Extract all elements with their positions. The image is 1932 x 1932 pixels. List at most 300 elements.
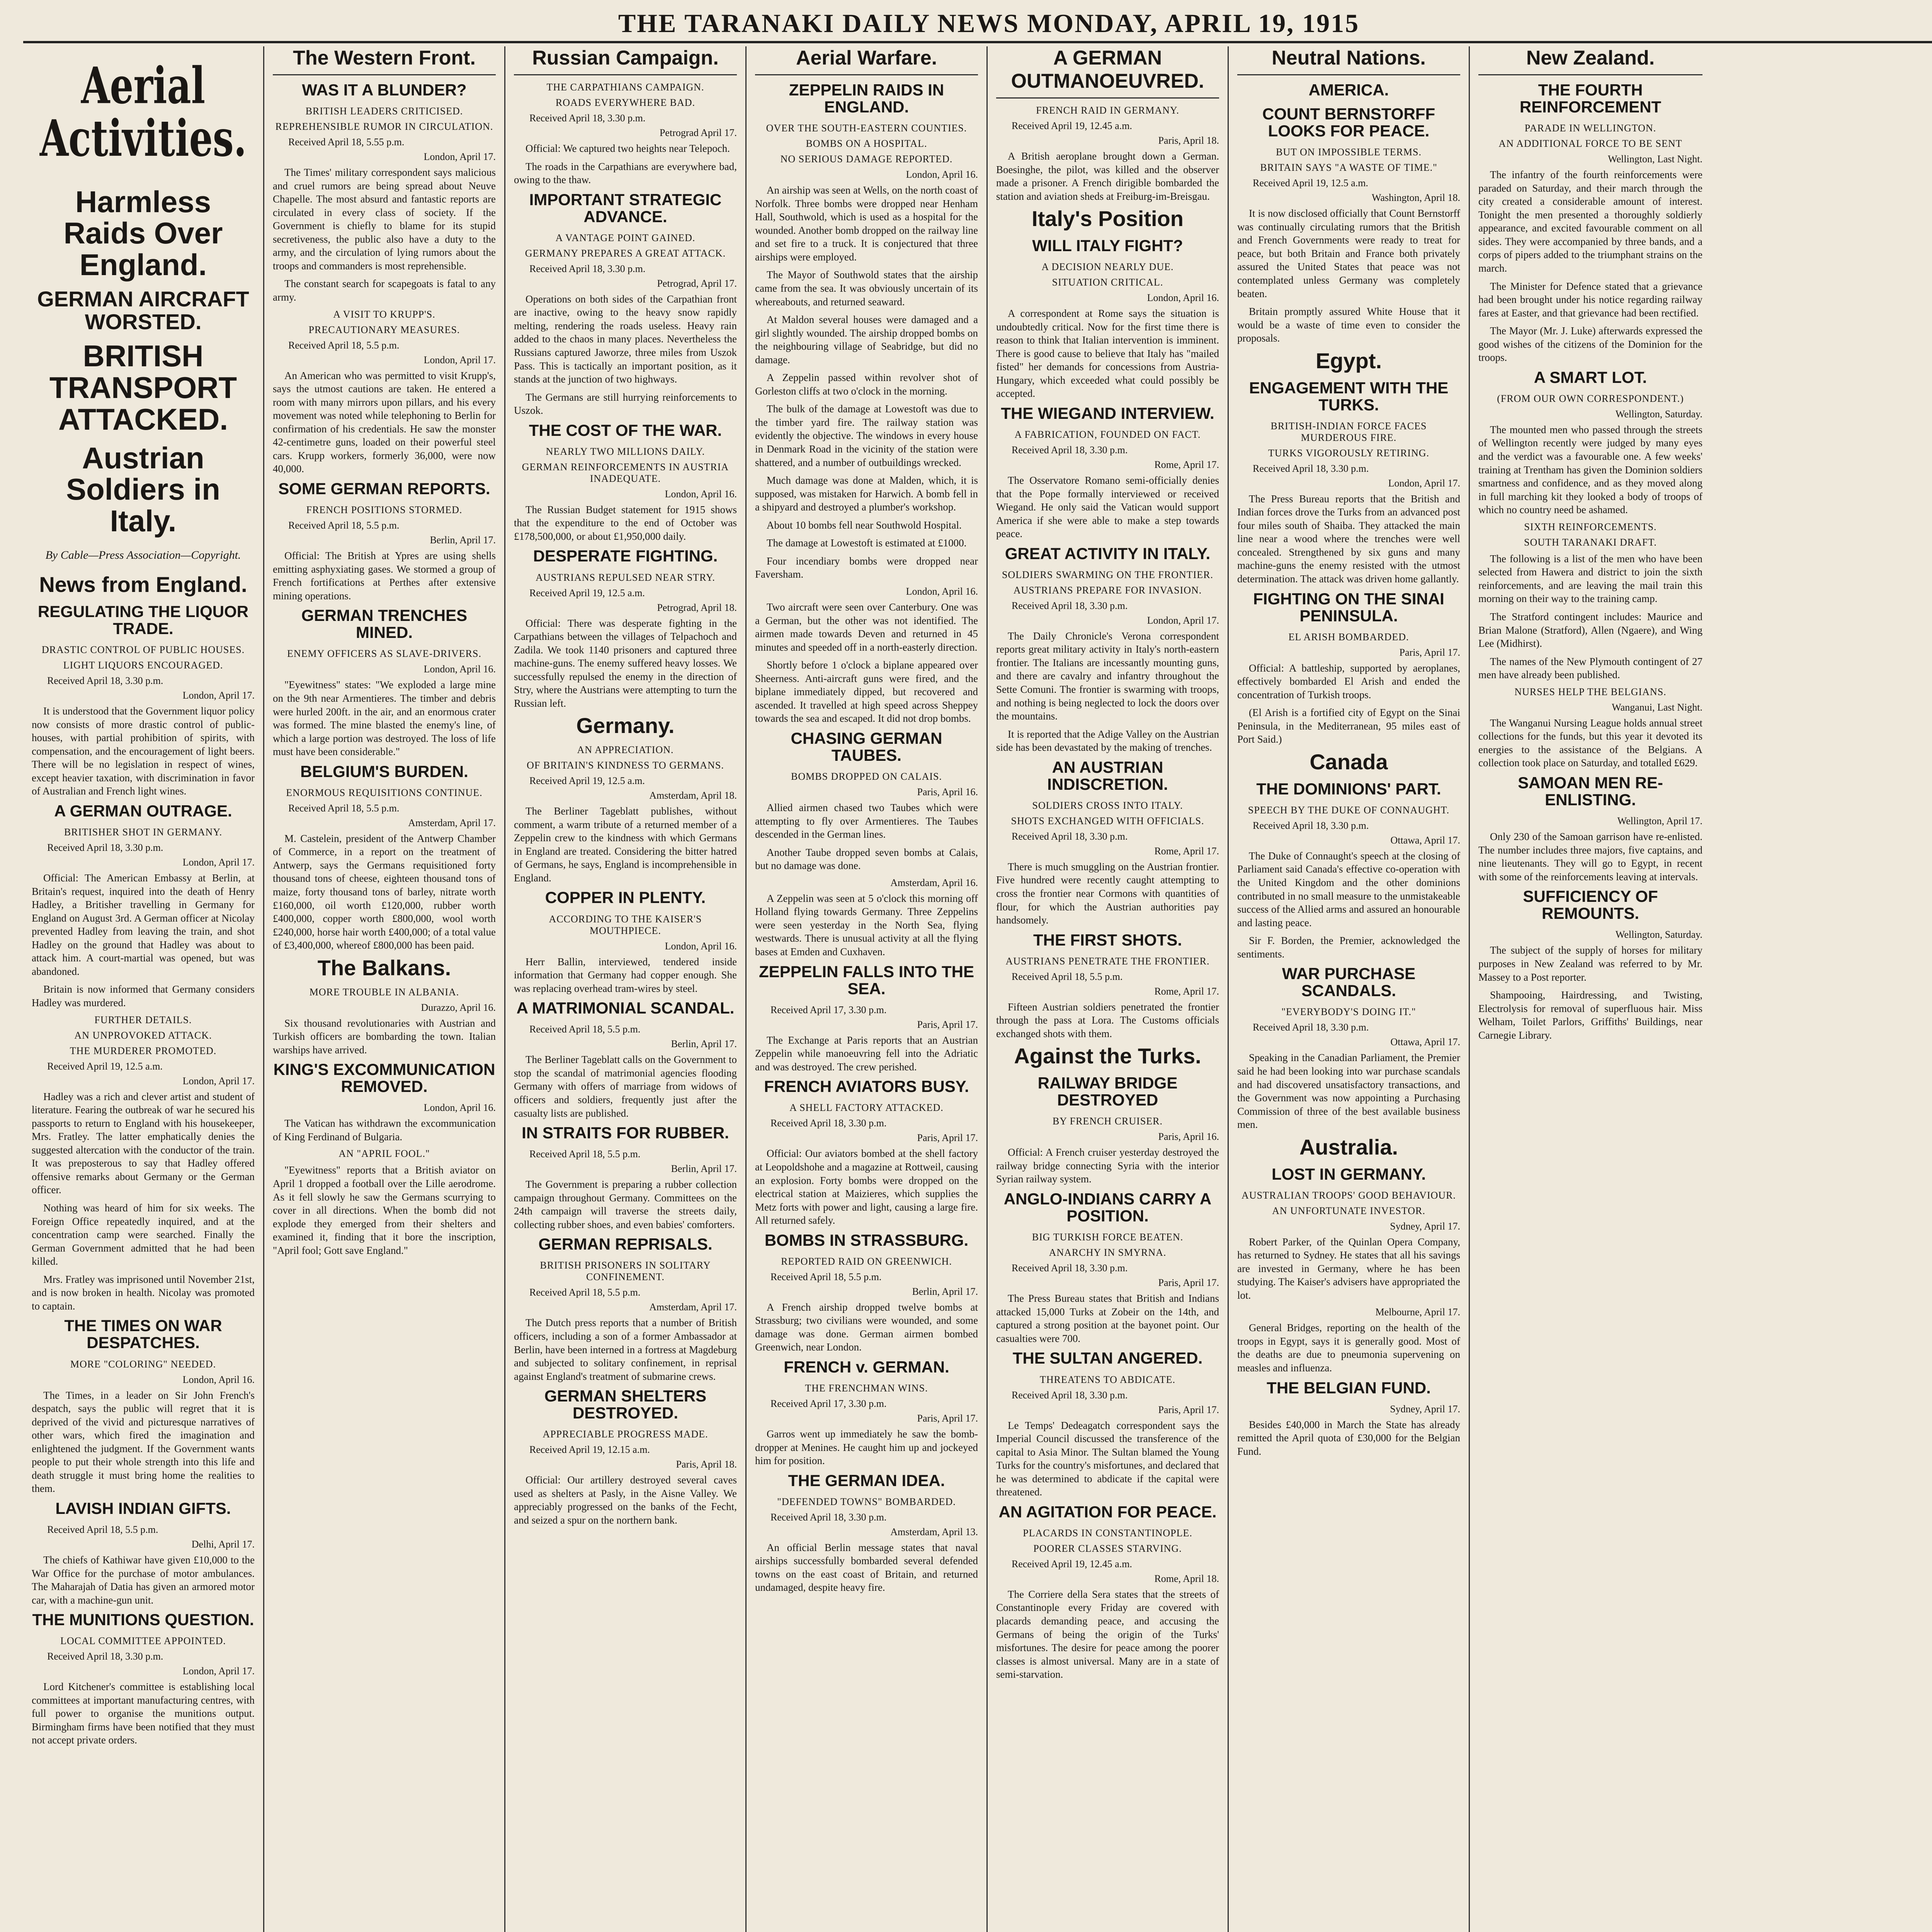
subheading: ANARCHY IN SMYRNA. (1049, 1247, 1167, 1259)
subheading: PARADE IN WELLINGTON. (1524, 122, 1656, 134)
article-heading: FRENCH AVIATORS BUSY. (764, 1077, 969, 1096)
article-paragraph: A British aeroplane brought down a German. Boesinghe, the pilot, was killed and the observer made a prisoner. A French dirigible bombarded the station and aviation sheds at Freiburg-im-Breisgau. (996, 150, 1219, 202)
article-paragraph: It is reported that the Adige Valley on the Austrian side has been devastated by the making of trenches. (996, 728, 1219, 753)
article-paragraph: The Mayor of Southwold states that the airship came from the sea. It was obviously uncertain of its whereabouts, and returned seaward. (755, 269, 978, 308)
article-paragraph: Another Taube dropped seven bombs at Calais, but no damage was done. (755, 846, 978, 872)
dateline: Paris, April 17. (1158, 1277, 1219, 1289)
article-paragraph: The Times' military correspondent says malicious and cruel rumors are being spread about Neuve Chapelle. The most absurd and fantastic reports are circulated in every class of society. If the Government is chiefly to blame for its stupid secretiveness, the public also have a duty to the army, and the circulation of lying rumors about the troops and commanders is most reprehensible. (273, 167, 496, 272)
article-paragraph: It is now disclosed officially that Count Bernstorff was continually circulating rumors that the British and French Governments were ready to treat for peace, but both Britain and France both privately assured the United States that peace was not contemplated unless Germany was completely beaten. (1237, 207, 1460, 299)
article-heading: WAR PURCHASE SCANDALS. (1282, 964, 1416, 1000)
article-paragraph: General Bridges, reporting on the health of the troops in Egypt, says it is generally good. Most of the deaths are due to pneumonia supervening on measles and influenza. (1237, 1322, 1460, 1374)
article-heading: GERMAN TRENCHES MINED. (301, 606, 468, 642)
subheading: BUT ON IMPOSSIBLE TERMS. (1276, 146, 1422, 158)
subheading: THREATENS TO ABDICATE. (1039, 1374, 1176, 1385)
article-paragraph: The damage at Lowestoft is estimated at £1000. (767, 537, 967, 549)
headline: Austrian Soldiers in Italy. (66, 440, 220, 538)
article-heading: BELGIUM'S BURDEN. (300, 762, 468, 781)
article-paragraph: At Maldon several houses were damaged and a girl slightly wounded. The airship dropped bombs on the neighbouring village of Seabridge, but did no damage. (755, 314, 978, 366)
article-paragraph: The Press Bureau reports that the British and Indian forces drove the Turks from an advanced post four miles south of Shaiba. They attacked the main line near a wood where the trenches were well concealed. Strengthened by six guns and many machine-guns the enemy resisted with the utmost determination. The attack was driven home gallantly. (1237, 493, 1460, 585)
headline: BRITISH TRANSPORT ATTACKED. (49, 338, 237, 436)
article-heading: THE BELGIAN FUND. (1267, 1378, 1431, 1397)
article-heading: SAMOAN MEN RE-ENLISTING. (1518, 773, 1663, 809)
received-time: Received April 18, 3.30 p.m. (47, 675, 163, 687)
dateline: Paris, April 16. (917, 786, 978, 798)
article-paragraph: Allied airmen chased two Taubes which were attempting to fly over Armentieres. The Taubes descended in the German lines. (755, 802, 978, 840)
article-paragraph: A French airship dropped twelve bombs at Strassburg; two civilians were wounded, and some damage was done. German airmen bombed Greenwich, near London. (755, 1301, 978, 1353)
subheading: LOCAL COMMITTEE APPOINTED. (60, 1635, 226, 1647)
section-heading: Australia. (1299, 1134, 1398, 1159)
dateline: Ottawa, April 17. (1390, 834, 1460, 846)
subheading: NURSES HELP THE BELGIANS. (1514, 686, 1667, 697)
received-time: Received April 18, 3.30 p.m. (529, 112, 646, 124)
subheading: SHOTS EXCHANGED WITH OFFICIALS. (1011, 815, 1204, 827)
dateline: Paris, April 18. (1158, 135, 1219, 146)
article-paragraph: Much damage was done at Malden, which, it is supposed, was mistaken for Harwich. A bomb fell in a shipyard and destroyed a plumber's workshop. (755, 474, 978, 513)
section-heading: Canada (1310, 750, 1388, 774)
received-time: Received April 19, 12.45 a.m. (1012, 120, 1132, 131)
received-time: Received April 18, 3.30 p.m. (529, 263, 646, 274)
subheading: GERMAN REINFORCEMENTS IN AUSTRIA INADEQUATE. (522, 461, 729, 484)
section-heading: Germany. (576, 713, 675, 738)
article-paragraph: The infantry of the fourth reinforcements were paraded on Saturday, and their march through the city created a considerable amount of interest. Tonight the men presented a thoroughly soldierly appearance, and excited favourable comment on all sides. They were accompanied by three bands, and a corps of pipers added to the triumphant strains on the march. (1478, 169, 1702, 274)
article-paragraph: Operations on both sides of the Carpathian front are inactive, owing to the heavy snow rapidly melting, rendering the roads useless. Heavy rain added to the chaos in many places. Nevertheless the Russians captured Jaworze, three miles from Uszok Pass. This is tactically an important position, as it stands at the junction of two highways. (514, 293, 737, 385)
subheading: BRITISH PRISONERS IN SOLITARY CONFINEMENT. (540, 1260, 711, 1283)
article-paragraph: The names of the New Plymouth contingent of 27 men have already been published. (1478, 655, 1702, 681)
dateline: London, April 16. (906, 585, 978, 597)
article-paragraph: An official Berlin message states that naval airships successfully bombarded several defended towns on the east coast of Britain, and returned undamaged, despite heavy fire. (755, 1541, 978, 1594)
article-heading: LOST IN GERMANY. (1271, 1165, 1426, 1183)
article-paragraph: Six thousand revolutionaries with Austrian and Turkish officers are bombarding the town. Italian warships have arrived. (273, 1017, 496, 1056)
article-heading: AN AGITATION FOR PEACE. (998, 1502, 1217, 1521)
subheading: BOMBS ON A HOSPITAL. (806, 138, 927, 150)
subheading: POORER CLASSES STARVING. (1033, 1543, 1182, 1554)
masthead: THE TARANAKI DAILY NEWS MONDAY, APRIL 19, 1915 (23, 5, 1932, 43)
article-heading: GERMAN REPRISALS. (538, 1235, 713, 1253)
dateline: Delhi, April 17. (191, 1538, 255, 1550)
article-paragraph: The Osservatore Romano semi-officially denies that the Pope formally interviewed or received Wiegand. He only said the Vatican would support America if she were able to make a step towards peace. (996, 474, 1219, 540)
article-paragraph: A Zeppelin was seen at 5 o'clock this morning off Holland flying towards Germany. Three Zeppelins were seen yesterday in the North Sea, flying westwards. There is unusual activity at all the flying bases at Emden and Cuxhaven. (755, 892, 978, 957)
subheading: AN ADDITIONAL FORCE TO BE SENT (1498, 138, 1682, 150)
received-time: Received April 18, 3.30 p.m. (1012, 600, 1128, 611)
subheading: A DECISION NEARLY DUE. (1041, 261, 1174, 273)
subheading: SOLDIERS CROSS INTO ITALY. (1032, 799, 1183, 811)
article-paragraph: Four incendiary bombs were dropped near Faversham. (755, 555, 978, 580)
article-paragraph: The Berliner Tageblatt calls on the Government to stop the scandal of matrimonial agencies flooding Germany with offers of marriage from widows of officers and soldiers, frequently just after the casualty lists are published. (514, 1054, 737, 1119)
article-paragraph: The Minister for Defence stated that a grievance had been brought under his notice regarding railway fares at Easter, and that grievance had been rectified. (1478, 280, 1702, 319)
section-heading: The Balkans. (317, 955, 451, 980)
article-paragraph: Shampooing, Hairdressing, and Twisting, Electrolysis for removal of superfluous hair. Miss Welham, Toilet Parlors, Griffiths' Buildings, near Carnegie Library. (1478, 989, 1702, 1041)
dateline: Paris, April 17. (1399, 646, 1460, 658)
dateline: Wellington, Saturday. (1615, 408, 1702, 420)
subheading: GERMANY PREPARES A GREAT ATTACK. (525, 247, 726, 259)
dateline: Berlin, April 17. (430, 534, 496, 546)
column-new-zealand (1470, 46, 1711, 1932)
article-paragraph: The Wanganui Nursing League holds annual street collections for the funds, but this year it devoted its energies to the assistance of the Belgians. A collection took place on Saturday, and totalled £629. (1478, 717, 1702, 769)
section-heading: Italy's Position (1032, 206, 1184, 231)
dateline: Rome, April 17. (1154, 845, 1219, 857)
received-time: Received April 18, 5.5 p.m. (1012, 971, 1123, 982)
dateline: Paris, April 17. (1158, 1404, 1219, 1415)
subheading: SPEECH BY THE DUKE OF CONNAUGHT. (1248, 804, 1450, 816)
dateline: Rome, April 18. (1154, 1573, 1219, 1584)
main-headline: Aerial Activities. (39, 56, 247, 168)
article-heading: THE COST OF THE WAR. (529, 421, 722, 439)
subheading: A VISIT TO KRUPP'S. (333, 308, 435, 320)
subheading: NO SERIOUS DAMAGE REPORTED. (780, 153, 953, 165)
dateline: London, April 17. (423, 151, 496, 163)
received-time: Received April 18, 3.30 p.m. (1012, 1389, 1128, 1401)
dateline: Paris, April 17. (917, 1019, 978, 1030)
received-time: Received April 18, 5.55 p.m. (288, 136, 405, 148)
article-heading: ANGLO-INDIANS CARRY A POSITION. (1003, 1190, 1212, 1225)
article-paragraph: The Russian Budget statement for 1915 shows that the expenditure to the end of October was £178,500,000, or about £1,950,000 daily. (514, 503, 737, 542)
article-paragraph: The subject of the supply of horses for military purposes in New Zealand was referred to by Mr. Massey to a Post reporter. (1478, 944, 1702, 983)
article-paragraph: Official: A battleship, supported by aeroplanes, effectively bombarded El Arish and ended the concentration of Turkish troops. (1237, 662, 1460, 701)
article-paragraph: Herr Ballin, interviewed, tendered inside information that Germany had copper enough. She was replacing overhead tram-wires by steel. (514, 956, 737, 994)
newspaper-page (23, 46, 1932, 1932)
article-paragraph: The constant search for scapegoats is fatal to any army. (273, 278, 496, 303)
article-paragraph: Britain promptly assured White House that it would be a waste of time even to consider the proposals. (1237, 306, 1460, 344)
subheading: A FABRICATION, FOUNDED ON FACT. (1014, 429, 1201, 440)
article-heading: THE FOURTH REINFORCEMENT (1519, 81, 1662, 116)
received-time: Received April 18, 3.30 p.m. (47, 842, 163, 854)
article-paragraph: The Exchange at Paris reports that an Austrian Zeppelin while manoeuvring fell into the Adriatic and was destroyed. The crew perished. (755, 1034, 978, 1073)
article-heading: WILL ITALY FIGHT? (1032, 236, 1183, 255)
column-heading: Neutral Nations. (1237, 46, 1460, 75)
received-time: Received April 18, 3.30 p.m. (47, 1651, 163, 1662)
article-paragraph: The Stratford contingent includes: Maurice and Brian Malone (Stratford), Allen (Ngaere), and Wing Lee (Midhirst). (1478, 611, 1702, 650)
article-paragraph: Official: Our aviators bombed at the shell factory at Leopoldshohe and a magazine at Rottweil, causing an explosion. Forty bombs were dropped on the electrical station at Maizieres, which supplies the Metz forts with power and light, causing a large fire. All returned safely. (755, 1148, 978, 1226)
article-paragraph: "Eyewitness" reports that a British aviator on April 1 dropped a football over the Lille aerodrome. As it fell slowly he saw the Germans scurrying to cover in all directions. When the bomb did not explode they emerged from their shelters and examined it, finding that it bore the inscription, "April fool; Gott save England." (273, 1164, 496, 1256)
column-heading: The Western Front. (273, 46, 496, 75)
received-time: Received April 18, 5.5 p.m. (47, 1524, 158, 1535)
column-heading: Russian Campaign. (514, 46, 737, 75)
subheading: BRITAIN SAYS "A WASTE OF TIME." (1260, 162, 1437, 173)
article-paragraph: An American who was permitted to visit Krupp's, says the utmost cautions are taken. He entered a room with many mirrors upon pillars, and his every movement was noted while telephoning to Berlin for confirmation of his credentials. He saw the monster 42-centimetre guns, loaded on their powerful steel cars. Krupp workers, formerly 36,000, were now 40,000. (273, 369, 496, 475)
subheading: OVER THE SOUTH-EASTERN COUNTIES. (766, 122, 967, 134)
article-heading: SUFFICIENCY OF REMOUNTS. (1523, 887, 1658, 923)
subheading: (FROM OUR OWN CORRESPONDENT.) (1497, 393, 1684, 404)
article-paragraph: The Daily Chronicle's Verona correspondent reports great military activity in Italy's north-eastern frontier. The Italians are incessantly mounting guns, and there are cavalry and infantry throughout the Sette Comuni. The frontier is swarming with troops, and nothing is being neglected to lock the doors over the mountains. (996, 630, 1219, 722)
article-paragraph: Official: Our artillery destroyed several caves used as shelters at Pasly, in the Aisne Valley. We appreciably progressed on the banks of the Fecht, and seized a spur on the northern bank. (514, 1474, 737, 1526)
dateline: Petrograd, April 18. (657, 602, 737, 613)
subheading: AN UNFORTUNATE INVESTOR. (1272, 1205, 1425, 1216)
column-heading: New Zealand. (1478, 46, 1702, 75)
dateline: London, April 16. (182, 1374, 255, 1385)
article-paragraph: Official: We captured two heights near Telepoch. (526, 143, 730, 154)
received-time: Received April 18, 3.30 p.m. (770, 1511, 887, 1523)
dateline: Sydney, April 17. (1390, 1220, 1460, 1232)
article-heading: FIGHTING ON THE SINAI PENINSULA. (1253, 589, 1444, 625)
article-heading: ENGAGEMENT WITH THE TURKS. (1249, 378, 1449, 414)
subheading: BIG TURKISH FORCE BEATEN. (1032, 1231, 1184, 1243)
article-heading: REGULATING THE LIQUOR TRADE. (37, 602, 249, 638)
subheading: THE MURDERER PROMOTED. (70, 1045, 217, 1056)
article-heading: IMPORTANT STRATEGIC ADVANCE. (529, 190, 722, 226)
article-paragraph: The Duke of Connaught's speech at the closing of Parliament said Canada's effective co-operation with the United Kingdom and the other dominions contributed in no small measure to the unmistakeable success of the Allied arms and assured an honourable and lasting peace. (1237, 850, 1460, 929)
article-paragraph: Fifteen Austrian soldiers penetrated the frontier through the pass at Lora. The Customs officials exchanged shots with them. (996, 1001, 1219, 1039)
received-time: Received April 18, 3.30 p.m. (1012, 444, 1128, 456)
subheading: AN APPRECIATION. (577, 744, 674, 756)
subheading: SOLDIERS SWARMING ON THE FRONTIER. (1002, 569, 1214, 580)
article-paragraph: Britain is now informed that Germany considers Hadley was murdered. (32, 983, 255, 1009)
received-time: Received April 18, 3.30 p.m. (1012, 830, 1128, 842)
subheading: BRITISHER SHOT IN GERMANY. (64, 827, 223, 838)
article-paragraph: "Eyewitness" states: "We exploded a large mine on the 9th near Armentieres. The timber and debris were hurled 200ft. in the air, and an enormous crater was formed. The mine blasted the enemy's line, of which a large portion was destroyed. The loss of life must have been considerable." (273, 679, 496, 758)
subheading: SITUATION CRITICAL. (1052, 277, 1163, 288)
received-time: Received April 18, 5.5 p.m. (529, 1148, 641, 1160)
byline: By Cable—Press Association—Copyright. (45, 549, 241, 562)
subheading: PLACARDS IN CONSTANTINOPLE. (1023, 1527, 1192, 1539)
article-paragraph: An airship was seen at Wells, on the north coast of Norfolk. Three bombs were dropped near Henham Hall, Southwold, which is used as a hospital for the wounded. Another bomb dropped on the railway line and set fire to a truck. It is conjectured that three airships were employed. (755, 184, 978, 263)
article-paragraph: Sir F. Borden, the Premier, acknowledged the sentiments. (1237, 935, 1460, 960)
dateline: Durazzo, April 16. (421, 1002, 496, 1013)
dateline: Rome, April 17. (1154, 985, 1219, 997)
dateline: London, April 17. (1388, 477, 1460, 489)
subheading: THE FRENCHMAN WINS. (805, 1383, 928, 1394)
dateline: Wellington, Saturday. (1615, 929, 1702, 940)
subheading: EL ARISH BOMBARDED. (1288, 631, 1409, 643)
dateline: London, April 17. (182, 1665, 255, 1677)
dateline: Amsterdam, April 18. (649, 790, 737, 801)
received-time: Received April 18, 3.30 p.m. (1253, 1022, 1369, 1033)
article-paragraph: The Government is preparing a rubber collection campaign throughout Germany. Committees on the 24th campaign will traverse the streets daily, collecting rubber shoes, and even babies' comforters. (514, 1179, 737, 1230)
article-paragraph: Only 230 of the Samoan garrison have re-enlisted. The number includes three majors, five captains, and nine lieutenants. They will go to Egypt, in recent with some of the reinforcements leaving at intervals. (1478, 831, 1702, 883)
article-heading: RAILWAY BRIDGE DESTROYED (1037, 1074, 1178, 1109)
received-time: Received April 17, 3.30 p.m. (770, 1398, 887, 1410)
article-paragraph: Robert Parker, of the Quinlan Opera Company, has returned to Sydney. He states that all his savings are invested in Germany, where he has been studying. The Kaiser's advisers have appropriated the lot. (1237, 1236, 1460, 1301)
dateline: Petrograd April 17. (659, 127, 737, 138)
subheading: BRITISH LEADERS CRITICISED. (305, 105, 463, 117)
subheading: REPREHENSIBLE RUMOR IN CIRCULATION. (275, 121, 493, 133)
article-paragraph: The bulk of the damage at Lowestoft was due to the timber yard fire. The railway station was evidently the objective. The windows in every house in Denmark Road in the vicinity of the station were shattered, and a number of outbuildings wrecked. (755, 403, 978, 468)
received-time: Received April 18, 3.30 p.m. (770, 1117, 887, 1129)
article-heading: THE DOMINIONS' PART. (1256, 779, 1441, 798)
article-heading: WAS IT A BLUNDER? (302, 81, 467, 99)
received-time: Received April 18, 3.30 p.m. (1253, 463, 1369, 474)
subheading: FURTHER DETAILS. (94, 1014, 192, 1026)
article-paragraph: A correspondent at Rome says the situation is undoubtedly critical. Now for the first time there is reason to think that Italian intervention is imminent. There is good cause to believe that Italy has "mailed fisted" her demands for concessions from Austria-Hungary, which exceeded what could possibly be accepted. (996, 308, 1219, 400)
subheading: REPORTED RAID ON GREENWICH. (781, 1255, 952, 1267)
dateline: London, April 17. (423, 354, 496, 366)
article-paragraph: The Times, in a leader on Sir John French's despatch, says the public will regret that it is deprived of the vivid and picturesque narratives of other wars, which fired the imagination and enlightened the judgment. If the Government wants people to put their whole strength into this life and death struggle it must bring home the realities to them. (32, 1389, 255, 1495)
subheading: AUSTRIANS PREPARE FOR INVASION. (1013, 584, 1202, 596)
article-heading: GERMAN SHELTERS DESTROYED. (544, 1387, 707, 1422)
column-german-outmanoeuvred (988, 46, 1229, 1932)
subheading: AUSTRIANS REPULSED NEAR STRY. (536, 571, 715, 583)
dateline: London, April 17. (182, 1075, 255, 1087)
received-time: Received April 18, 3.30 p.m. (1012, 1262, 1128, 1274)
subheading: ACCORDING TO THE KAISER'S MOUTHPIECE. (549, 913, 702, 936)
dateline: Sydney, April 17. (1390, 1403, 1460, 1415)
dateline: Melbourne, April 17. (1375, 1306, 1460, 1318)
article-paragraph: Garros went up immediately he saw the bomb-dropper at Menines. He caught him up and jockeyed him for position. (755, 1428, 978, 1467)
article-paragraph: The Mayor (Mr. J. Luke) afterwards expressed the good wishes of the citizens of the Dominion for the troops. (1478, 325, 1702, 364)
received-time: Received April 19, 12.5 a.m. (47, 1060, 163, 1072)
article-heading: COPPER IN PLENTY. (545, 888, 706, 907)
article-heading: AMERICA. (1308, 81, 1389, 99)
received-time: Received April 18, 3.30 p.m. (1253, 820, 1369, 831)
dateline: Paris, April 16. (1158, 1131, 1219, 1143)
article-heading: ZEPPELIN RAIDS IN ENGLAND. (789, 81, 944, 116)
article-heading: THE MUNITIONS QUESTION. (32, 1611, 254, 1629)
article-paragraph: The Germans are still hurrying reinforcements to Uszok. (514, 391, 737, 417)
subheading: PRECAUTIONARY MEASURES. (308, 324, 460, 335)
article-paragraph: A Zeppelin passed within revolver shot of Gorleston cliffs at two o'clock in the morning. (755, 372, 978, 397)
article-heading: FRENCH v. GERMAN. (784, 1358, 949, 1376)
article-paragraph: M. Castelein, president of the Antwerp Chamber of Commerce, in a report on the treatment of Antwerp, says the Germans requisitioned forty thousand tons of cheese, eighteen thousand tons of maize, forty thousand tons of barley, nitrate worth £160,000, oil worth £120,000, rubber worth £400,000, copper worth £800,000, wool worth £240,000, horse hair worth £400,000; of a total value of £3,400,000, whereof £800,000 has been paid. (273, 832, 496, 951)
article-paragraph: The Corriere della Sera states that the streets of Constantinople every Friday are covered with placards demanding peace, and accusing the Germans of being the origin of the Turks' misfortunes. The desire for peace among the poorer classes is almost universal. Many are in a state of semi-starvation. (996, 1588, 1219, 1680)
dateline: London, April 16. (423, 663, 496, 675)
received-time: Received April 18, 5.5 p.m. (288, 520, 400, 531)
dateline: Paris, April 17. (917, 1413, 978, 1424)
received-time: Received April 18, 5.5 p.m. (529, 1024, 641, 1035)
subheading: ENEMY OFFICERS AS SLAVE-DRIVERS. (287, 648, 481, 660)
article-heading: ZEPPELIN FALLS INTO THE SEA. (759, 962, 974, 998)
article-paragraph: The Dutch press reports that a number of British officers, including a son of a former Ambassador at Berlin, have been interned in a fortress at Magdeburg and subjected to solitary confinement, in reprisal against England's treatment of submarine crews. (514, 1317, 737, 1382)
subheading: FRENCH RAID IN GERMANY. (1036, 105, 1179, 116)
dateline: Paris, April 18. (676, 1459, 737, 1470)
section-heading: News from England. (39, 572, 247, 597)
dateline: London, April 16. (1147, 292, 1219, 304)
article-paragraph: The Berliner Tageblatt publishes, without comment, a warm tribute of a returned member of a Zeppelin crew to the kindness with which Germans in England are treated. Considering the bitter hatred of Germans, he says, England is incomprehensible in England. (514, 805, 737, 884)
subheading: MORE TROUBLE IN ALBANIA. (309, 986, 459, 998)
column-heading: Aerial Warfare. (755, 46, 978, 75)
dateline: Wellington, Last Night. (1608, 153, 1702, 165)
article-paragraph: Official: The American Embassy at Berlin, at Britain's request, inquired into the death of Henry Hadley, a Britisher travelling in Germany for England on August 3rd. A German officer at Nicolay prevented Hadley from leaving the train, and shot Hadley on the ground that Hadley was about to attack him. A court-martial was opened, but was abandoned. (32, 872, 255, 977)
article-heading: A MATRIMONIAL SCANDAL. (516, 999, 735, 1017)
subheading: OF BRITAIN'S KINDNESS TO GERMANS. (527, 760, 724, 771)
article-heading: CHASING GERMAN TAUBES. (791, 729, 942, 764)
received-time: Received April 18, 5.5 p.m. (288, 802, 400, 814)
dateline: Petrograd, April 17. (657, 277, 737, 289)
subheading: BRITISH-INDIAN FORCE FACES MURDEROUS FIRE. (1270, 420, 1427, 443)
article-heading: A GERMAN OUTRAGE. (54, 802, 232, 820)
dateline: Rome, April 17. (1154, 459, 1219, 470)
dateline: Amsterdam, April 13. (890, 1526, 978, 1537)
dateline: Amsterdam, April 16. (890, 877, 978, 888)
column-western-front (264, 46, 505, 1932)
article-paragraph: About 10 bombs fell near Southwold Hospital. (767, 519, 962, 531)
received-time: Received April 18, 5.5 p.m. (770, 1271, 882, 1282)
dateline: London, April 17. (1147, 614, 1219, 626)
subheading: NEARLY TWO MILLIONS DAILY. (546, 446, 705, 457)
article-paragraph: It is understood that the Government liquor policy now consists of more drastic control of public-houses, with partial prohibition of spirits, with compensation, and the encouragement of light beers. There will be no legislation in respect of wines, except heavier taxation, with discrimination in favor of Australian and French light wines. (32, 705, 255, 797)
dateline: Amsterdam, April 17. (649, 1301, 737, 1313)
subheading: MORE "COLORING" NEEDED. (70, 1358, 216, 1370)
article-heading: THE TIMES ON WAR DESPATCHES. (64, 1316, 222, 1352)
article-paragraph: Nothing was heard of him for six weeks. The Foreign Office repeatedly inquired, and at the concentration camp were searched. Finally the German Government admitted that he had been killed. (32, 1202, 255, 1267)
dateline: London, April 16. (906, 169, 978, 180)
article-heading: THE FIRST SHOTS. (1033, 930, 1182, 949)
dateline: London, April 16. (665, 488, 737, 500)
subheading: TURKS VIGOROUSLY RETIRING. (1268, 447, 1429, 459)
subheading: BY FRENCH CRUISER. (1052, 1116, 1163, 1127)
article-heading: SOME GERMAN REPORTS. (278, 479, 490, 498)
article-paragraph: Shortly before 1 o'clock a biplane appeared over Sheerness. Anti-aircraft guns were fired, and the biplane immediately dipped, but recovered and ascended. It travelled at high speed across Sheppey towards the sea and escaped. It did not drop bombs. (755, 659, 978, 724)
headline: Harmless Raids Over England. (63, 184, 223, 282)
received-time: Received April 19, 12.5 a.m. (529, 587, 645, 599)
dateline: Berlin, April 17. (671, 1038, 737, 1050)
article-heading: THE WIEGAND INTERVIEW. (1001, 404, 1214, 422)
column-aerial-activities (23, 46, 264, 1932)
subheading: LIGHT LIQUORS ENCOURAGED. (63, 660, 223, 671)
received-time: Received April 18, 5.5 p.m. (529, 1287, 641, 1298)
article-heading: A SMART LOT. (1534, 368, 1647, 386)
dateline: Paris, April 17. (917, 1132, 978, 1144)
subheading: AN UNPROVOKED ATTACK. (74, 1029, 212, 1041)
subheading: "DEFENDED TOWNS" BOMBARDED. (777, 1496, 956, 1507)
subheading: DRASTIC CONTROL OF PUBLIC HOUSES. (41, 644, 245, 656)
subheading: AN "APRIL FOOL." (338, 1148, 430, 1160)
article-heading: BOMBS IN STRASSBURG. (764, 1231, 969, 1249)
subheading: FRENCH POSITIONS STORMED. (306, 504, 463, 516)
column-neutral-nations (1229, 46, 1470, 1932)
subheading: A SHELL FACTORY ATTACKED. (789, 1102, 944, 1114)
article-heading: KING'S EXCOMMUNICATION REMOVED. (273, 1060, 495, 1096)
dateline: London, April 17. (182, 857, 255, 868)
article-paragraph: Official: A French cruiser yesterday destroyed the railway bridge connecting Syria with the interior Syrian railway system. (996, 1146, 1219, 1185)
subheading: SIXTH REINFORCEMENTS. (1524, 521, 1657, 532)
column-aerial-warfare (747, 46, 988, 1932)
article-paragraph: Official: There was desperate fighting in the Carpathians between the villages of Telpachoch and Zadila. We took 1140 prisoners and captured three machine-guns. The enemy suffered heavy losses. We successfully repulsed the enemy in the direction of Stry, where the Austrians were attempting to turn the Russian left. (514, 617, 737, 709)
article-paragraph: The mounted men who passed through the streets of Wellington recently were judged by many eyes and the verdict was a favourable one. A few weeks' training at Trentham has given the Dominion soldiers smartness and confidence, and as they moved along in full marching kit they looked a body of troops of which no country need be ashamed. (1478, 423, 1702, 516)
received-time: Received April 19, 12.45 a.m. (1012, 1558, 1132, 1570)
article-heading: AN AUSTRIAN INDISCRETION. (1047, 758, 1168, 793)
column-russian-campaign (505, 46, 747, 1932)
column-heading: A GERMAN OUTMANOEUVRED. (996, 46, 1219, 99)
subheading: A VANTAGE POINT GAINED. (555, 232, 696, 243)
dateline: Berlin, April 17. (671, 1163, 737, 1175)
dateline: Berlin, April 17. (912, 1286, 978, 1297)
received-time: Received April 18, 5.5 p.m. (288, 339, 400, 351)
subheading: SOUTH TARANAKI DRAFT. (1524, 536, 1657, 548)
section-heading: Egypt. (1315, 348, 1382, 373)
subheading: ENORMOUS REQUISITIONS CONTINUE. (286, 787, 483, 798)
section-heading: Against the Turks. (1014, 1044, 1201, 1068)
article-paragraph: Hadley was a rich and clever artist and student of literature. Fearing the outbreak of war he secured his passports to return to England with his housekeeper, Mrs. Fratley. The latter emphatically denies the suggested altercation with the conductor of the train. It was preposterous to say that Hadley offered offensive remarks about Germany or the German officer. (32, 1090, 255, 1196)
received-time: Received April 19, 12.15 a.m. (529, 1444, 650, 1456)
dateline: London, April 16. (423, 1102, 496, 1114)
dateline: Ottawa, April 17. (1390, 1036, 1460, 1048)
article-paragraph: The chiefs of Kathiwar have given £10,000 to the War Office for the purchase of motor ambulances. The Maharajah of Datia has given an armored motor car, with a machine-gun unit. (32, 1554, 255, 1606)
article-paragraph: Two aircraft were seen over Canterbury. One was a German, but the other was not identified. The airmen made towards Deven and returned in 45 minutes and speeded off in a north-easterly direction. (755, 601, 978, 653)
article-paragraph: There is much smuggling on the Austrian frontier. Five hundred were recently caught attempting to cross the frontier near Cormons with quantities of flour, for which the Austrian authorities pay handsomely. (996, 861, 1219, 926)
article-paragraph: Official: The British at Ypres are using shells emitting asphyxiating gases. We stormed a group of French fortifications at Perthes after extensive mining operations. (273, 550, 496, 602)
article-heading: DESPERATE FIGHTING. (533, 547, 718, 565)
article-paragraph: (El Arish is a fortified city of Egypt on the Sinai Peninsula, in the Mediterranean, 95 miles east of Port Said.) (1237, 707, 1460, 745)
subheading: BOMBS DROPPED ON CALAIS. (791, 771, 942, 782)
article-heading: COUNT BERNSTORFF LOOKS FOR PEACE. (1262, 105, 1435, 140)
received-time: Received April 19, 12.5 a.m. (1253, 177, 1368, 189)
received-time: Received April 19, 12.5 a.m. (529, 775, 645, 787)
subheading: AUSTRALIAN TROOPS' GOOD BEHAVIOUR. (1242, 1189, 1456, 1201)
article-paragraph: Speaking in the Canadian Parliament, the Premier said he had been looking into war purchase scandals and had discovered unsatisfactory transactions, and the Government was now appointing a Purchasing Commission of three of the best available business men. (1237, 1052, 1460, 1131)
dateline: London, April 17. (182, 690, 255, 701)
article-paragraph: Besides £40,000 in March the State has already remitted the April quota of £30,000 for the Belgian Fund. (1237, 1418, 1460, 1457)
dateline: London, April 16. (665, 940, 737, 952)
article-paragraph: The following is a list of the men who have been selected from Hawera and district to join the sixth reinforcements, and are leaving the mail train this morning on their way to the training camp. (1478, 553, 1702, 605)
subheading: AUSTRIANS PENETRATE THE FRONTIER. (1005, 955, 1210, 967)
dateline: Washington, April 18. (1371, 192, 1460, 204)
subheading: ROADS EVERYWHERE BAD. (555, 97, 696, 108)
article-paragraph: Lord Kitchener's committee is establishing local committees at important manufacturing centres, with full power to organise the munitions output. Birmingham firms have been notified that they must not accept private orders. (32, 1681, 255, 1746)
subheading: "EVERYBODY'S DOING IT." (1281, 1006, 1416, 1018)
article-paragraph: The Press Bureau states that British and Indians attacked 15,000 Turks at Zobeir on the 14th, and captured a strong position at the bayonet point. Our casualties were 700. (996, 1293, 1219, 1344)
article-paragraph: The roads in the Carpathians are everywhere bad, owing to the thaw. (514, 160, 737, 186)
received-time: Received April 17, 3.30 p.m. (770, 1004, 887, 1015)
section-heading: GERMAN AIRCRAFT WORSTED. (37, 287, 249, 334)
